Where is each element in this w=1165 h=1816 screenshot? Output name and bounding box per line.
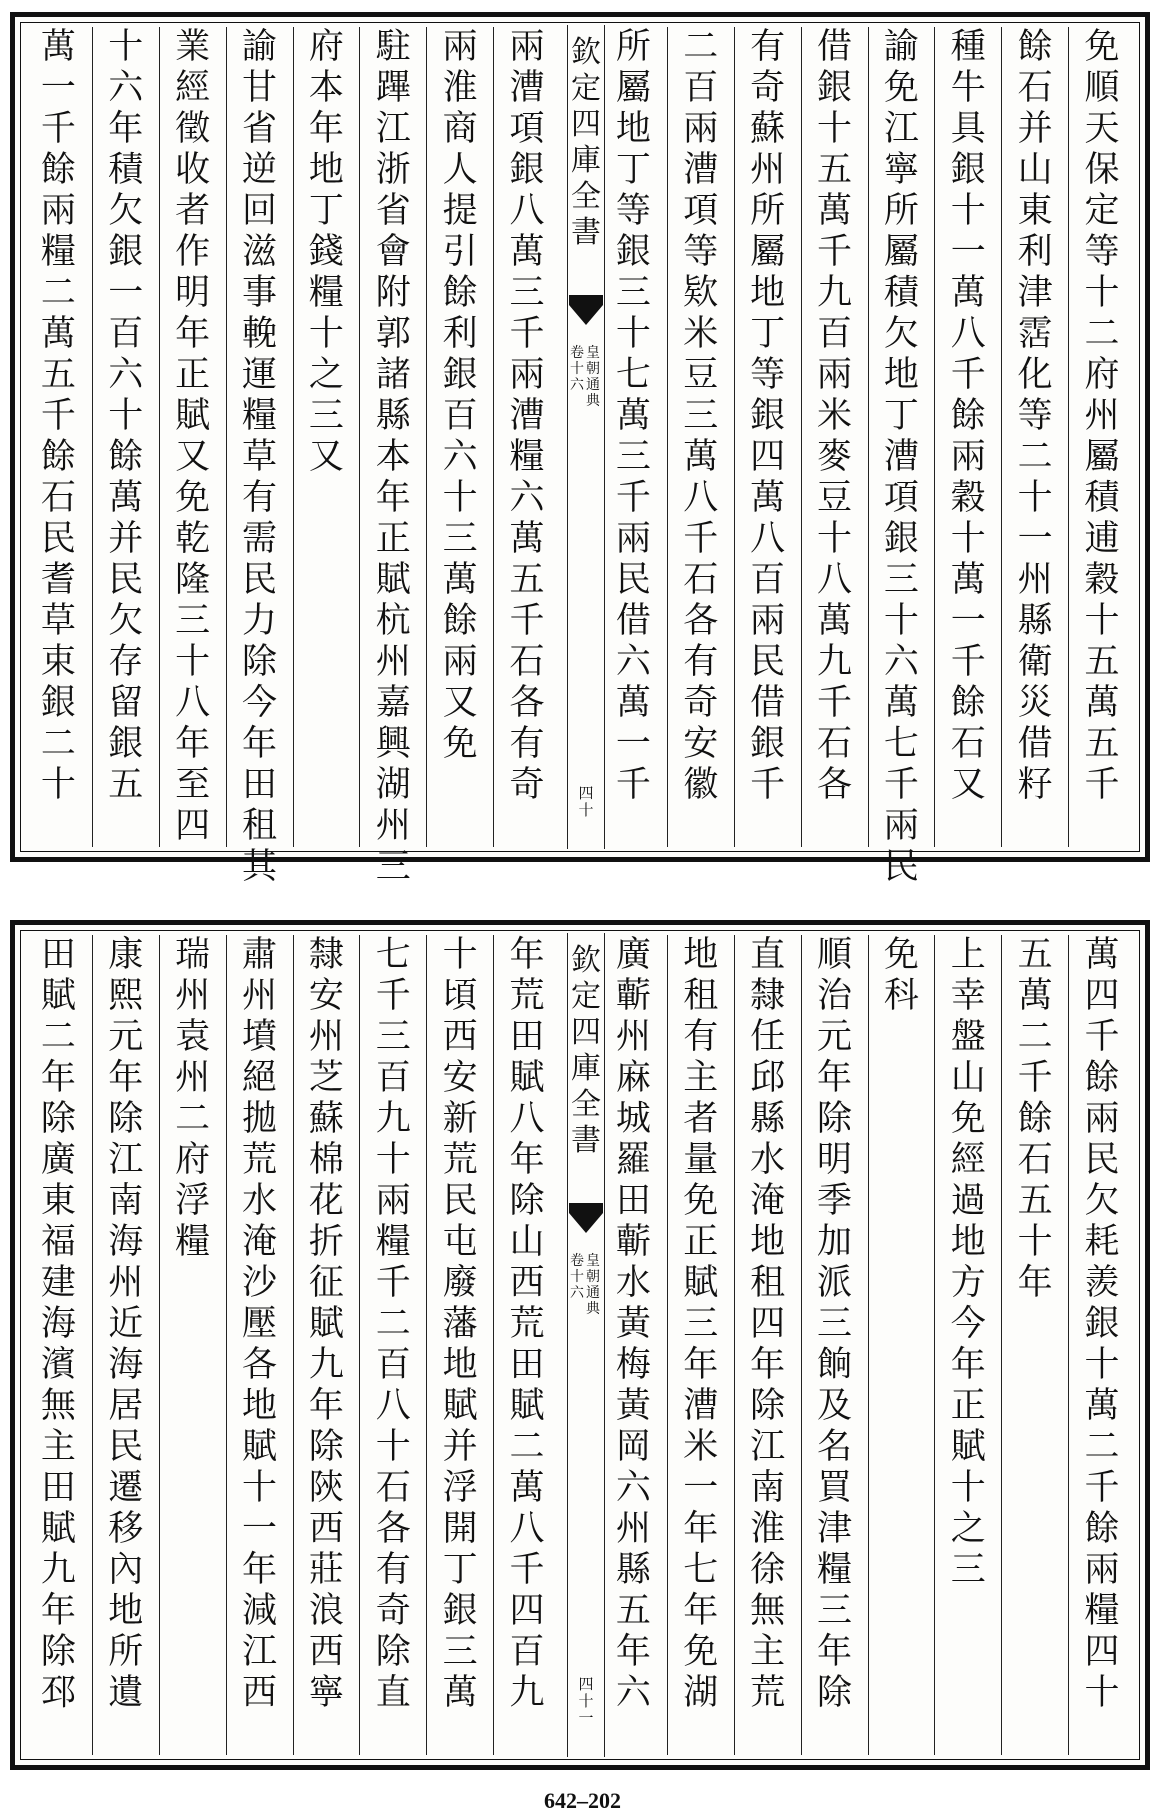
- column-text: 萬 四 千 餘 兩 民 欠 耗 羨 銀 十 萬 二 千 餘 兩 糧 四 十: [1084, 935, 1120, 1713]
- text-column: [25, 27, 92, 847]
- text-column: [159, 27, 226, 847]
- text-column: [1001, 935, 1068, 1755]
- column-text: 康 熙 元 年 除 江 南 海 州 近 海 居 民 遷 移 內 地 所 遺: [108, 935, 144, 1713]
- text-column: [600, 27, 667, 847]
- column-text: 府 本 年 地 丁 錢 糧 十 之 三 又: [308, 27, 344, 477]
- fishtail-mark-icon: [569, 295, 603, 329]
- text-column: [293, 935, 360, 1755]
- lower-leaf-right-half: [590, 925, 1145, 1765]
- upper-leaf-left-half: [15, 17, 570, 887]
- text-column: [92, 27, 159, 847]
- column-text: 萬 一 千 餘 兩 糧 二 萬 五 千 餘 石 民 耆 草 束 銀 二 十: [40, 27, 76, 805]
- leaf-number: 四 十: [578, 784, 594, 819]
- text-column: [801, 935, 868, 1755]
- column-text: 瑞 州 袁 州 二 府 浮 糧: [175, 935, 211, 1262]
- lower-leaf-center-strip: [567, 933, 605, 1757]
- text-column: [1068, 935, 1135, 1755]
- column-text: 免 順 天 保 定 等 十 二 府 州 屬 積 逋 穀 十 五 萬 五 千: [1084, 27, 1120, 805]
- leaf-number: 四 十 一: [578, 1675, 594, 1727]
- text-column: [934, 27, 1001, 847]
- text-column: [493, 935, 560, 1755]
- book-title: 欽 定 四 庫 全 書: [571, 943, 601, 1158]
- column-text: 種 牛 具 銀 十 一 萬 八 千 餘 兩 穀 十 萬 一 千 餘 石 又: [950, 27, 986, 805]
- juan-number: 卷 十 六: [570, 345, 584, 393]
- lower-leaf: [10, 920, 1150, 1770]
- column-text: 順 治 元 年 除 明 季 加 派 三 餉 及 名 買 津 糧 三 年 除: [817, 935, 853, 1713]
- lower-leaf-left-half: [15, 925, 570, 1765]
- upper-leaf-right-half: [590, 17, 1145, 887]
- text-column: [426, 27, 493, 847]
- column-text: 借 銀 十 五 萬 千 九 百 兩 米 麥 豆 十 八 萬 九 千 石 各: [817, 27, 853, 805]
- column-text: 十 六 年 積 欠 銀 一 百 六 十 餘 萬 并 民 欠 存 留 銀 五: [108, 27, 144, 805]
- book-title: 欽 定 四 庫 全 書: [571, 35, 601, 250]
- page-number-footer: 642–202: [544, 1788, 621, 1813]
- text-column: [226, 935, 293, 1755]
- column-text: 業 經 徵 收 者 作 明 年 正 賦 又 免 乾 隆 三 十 八 年 至 四: [175, 27, 211, 846]
- text-column: [801, 27, 868, 847]
- text-column: [667, 27, 734, 847]
- column-text: 諭 免 江 寧 所 屬 積 欠 地 丁 漕 項 銀 三 十 六 萬 七 千 兩 民: [883, 27, 919, 887]
- column-text: 直 隸 任 邱 縣 水 淹 地 租 四 年 除 江 南 淮 徐 無 主 荒: [750, 935, 786, 1713]
- column-text: 諭 甘 省 逆 回 滋 事 輓 運 糧 草 有 需 民 力 除 今 年 田 租 其: [242, 27, 278, 887]
- text-column: [667, 935, 734, 1755]
- text-column: [1068, 27, 1135, 847]
- column-text: 隸 安 州 芝 蘇 棉 花 折 征 賦 九 年 除 陝 西 莊 浪 西 寧: [308, 935, 344, 1713]
- volume-title: 皇 朝 通 典: [586, 1253, 600, 1317]
- juan-number: 卷 十 六: [570, 1253, 584, 1301]
- text-column: [493, 27, 560, 847]
- text-column: [359, 935, 426, 1755]
- column-text: 所 屬 地 丁 等 銀 三 十 七 萬 三 千 兩 民 借 六 萬 一 千: [615, 27, 651, 805]
- text-column: [226, 27, 293, 887]
- upper-leaf: [10, 12, 1150, 887]
- text-column: [293, 27, 360, 847]
- column-text: 餘 石 并 山 東 利 津 霑 化 等 二 十 一 州 縣 衛 災 借 籽: [1017, 27, 1053, 805]
- text-column: [868, 935, 935, 1755]
- text-column: [426, 935, 493, 1755]
- column-text: 年 荒 田 賦 八 年 除 山 西 荒 田 賦 二 萬 八 千 四 百 九: [509, 935, 545, 1713]
- column-text: 有 奇 蘇 州 所 屬 地 丁 等 銀 四 萬 八 百 兩 民 借 銀 千: [750, 27, 786, 805]
- upper-leaf-center-strip: [567, 25, 605, 849]
- column-text: 五 萬 二 千 餘 石 五 十 年: [1017, 935, 1053, 1303]
- text-column: [1001, 27, 1068, 847]
- column-text: 肅 州 墳 絕 拋 荒 水 淹 沙 壓 各 地 賦 十 一 年 減 江 西: [242, 935, 278, 1713]
- text-column: [25, 935, 92, 1755]
- volume-title: 皇 朝 通 典: [586, 345, 600, 409]
- text-column: [359, 27, 426, 887]
- text-column: [734, 935, 801, 1755]
- fishtail-mark-icon: [569, 1203, 603, 1237]
- text-column: [600, 935, 667, 1755]
- text-column: [92, 935, 159, 1755]
- column-text: 七 千 三 百 九 十 兩 糧 千 二 百 八 十 石 各 有 奇 除 直: [375, 935, 411, 1713]
- column-text: 地 租 有 主 者 量 免 正 賦 三 年 漕 米 一 年 七 年 免 湖: [683, 935, 719, 1713]
- column-text: 田 賦 二 年 除 廣 東 福 建 海 濱 無 主 田 賦 九 年 除 邳: [40, 935, 76, 1713]
- text-column: [934, 935, 1001, 1755]
- column-text: 二 百 兩 漕 項 等 欵 米 豆 三 萬 八 千 石 各 有 奇 安 徽: [683, 27, 719, 805]
- column-text: 免 科: [883, 935, 919, 1016]
- text-column: [734, 27, 801, 847]
- column-text: 兩 漕 項 銀 八 萬 三 千 兩 漕 糧 六 萬 五 千 石 各 有 奇: [509, 27, 545, 805]
- column-text: 駐 蹕 江 浙 省 會 附 郭 諸 縣 本 年 正 賦 杭 州 嘉 興 湖 州 三: [375, 27, 411, 887]
- column-text: 十 頃 西 安 新 荒 民 屯 廢 藩 地 賦 并 浮 開 丁 銀 三 萬: [442, 935, 478, 1713]
- column-text: 上 幸 盤 山 免 經 過 地 方 今 年 正 賦 十 之 三: [950, 935, 986, 1590]
- text-column: [159, 935, 226, 1755]
- text-column: [868, 27, 935, 887]
- column-text: 廣 蘄 州 麻 城 羅 田 蘄 水 黃 梅 黃 岡 六 州 縣 五 年 六: [615, 935, 651, 1713]
- column-text: 兩 淮 商 人 提 引 餘 利 銀 百 六 十 三 萬 餘 兩 又 免: [442, 27, 478, 764]
